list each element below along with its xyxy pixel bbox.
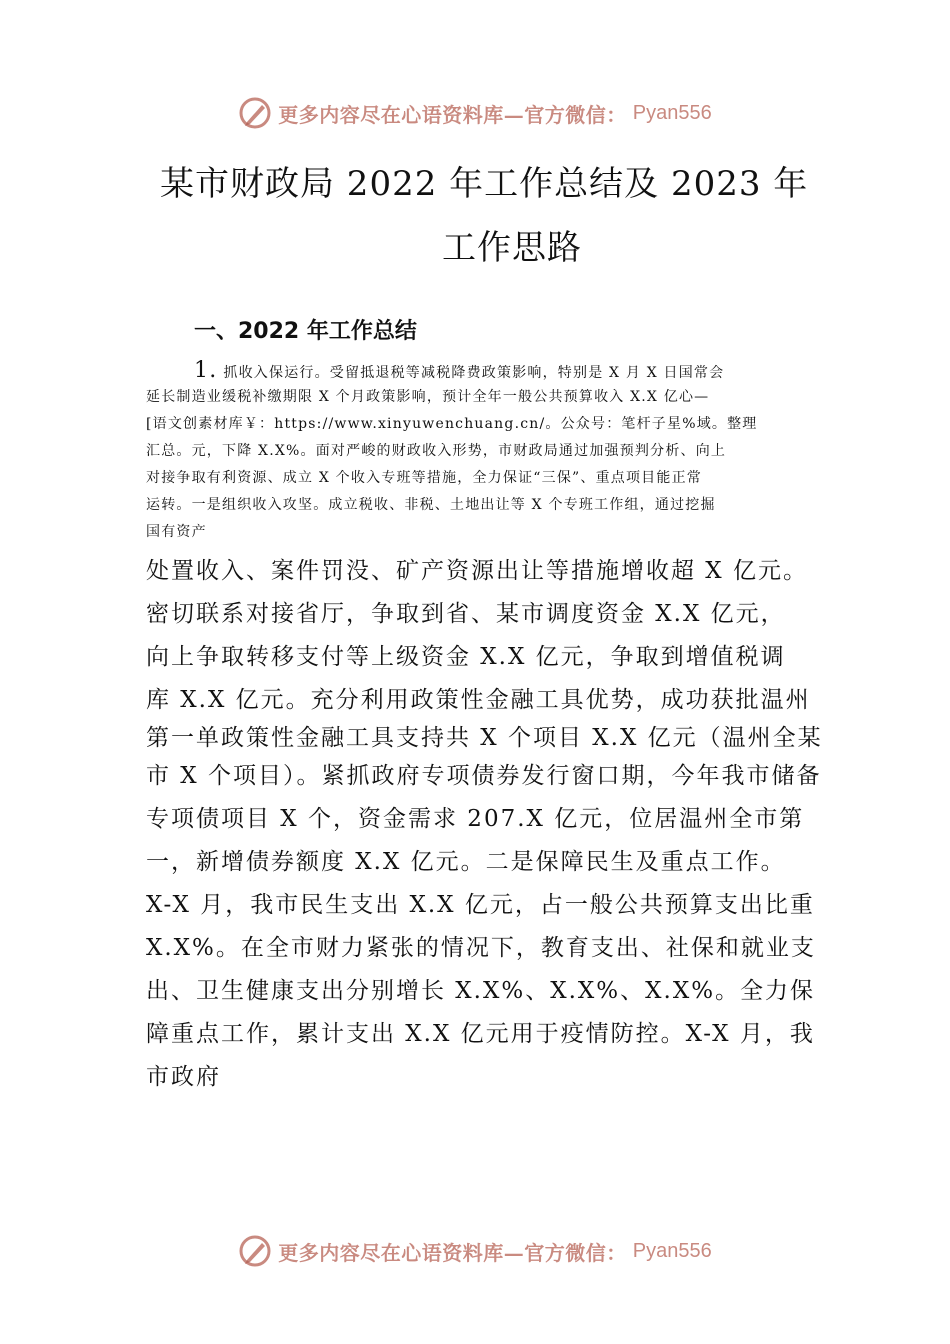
document-title-line-2: 工作思路 [442, 228, 582, 268]
paragraph-line: 密切联系对接省厅，争取到省、某市调度资金 X.X 亿元， [146, 601, 786, 627]
section-heading: 一、2022 年工作总结 [194, 319, 417, 344]
watermark-banner-bottom [0, 1234, 950, 1268]
paragraph-line: 第一单政策性金融工具支持共 X 个项目 X.X 亿元（温州全某 [146, 725, 823, 751]
paragraph-line: 市 X 个项目）。紧抓政府专项债券发行窗口期，今年我市储备 [146, 763, 822, 789]
paragraph-line: [语文创素材库￥：https://www.xinyuwenchuang.cn/。公众号：笔杆子星%域。整理 [146, 416, 758, 432]
watermark-banner-top [0, 96, 950, 130]
watermark-handle: Pyan556 [632, 1239, 712, 1262]
paragraph-line: 专项债项目 X 个，资金需求 207.X 亿元，位居温州全市第 [146, 806, 805, 832]
pen-logo-icon [238, 96, 272, 130]
watermark-text: 更多内容尽在心语资料库—官方微信： [278, 1240, 627, 1265]
paragraph-line: 处置收入、案件罚没、矿产资源出让等措施增收超 X 亿元。 [146, 558, 808, 584]
paragraph-line: X-X 月，我市民生支出 X.X 亿元，占一般公共预算支出比重 [146, 892, 815, 918]
paragraph-line: 国有资产 [146, 524, 207, 540]
paragraph-line: 1. 抓收入保运行。受留抵退税等减税降费政策影响，特别是 X 月 X 日国常会 [194, 358, 725, 383]
watermark-text: 更多内容尽在心语资料库—官方微信： [278, 102, 627, 127]
paragraph-line: X.X%。在全市财力紧张的情况下，教育支出、社保和就业支 [146, 935, 816, 961]
paragraph-small [146, 357, 816, 546]
paragraph-line: 库 X.X 亿元。充分利用政策性金融工具优势，成功获批温州 [146, 687, 811, 713]
paragraph-line: 障重点工作，累计支出 X.X 亿元用于疫情防控。X-X 月，我 [146, 1021, 815, 1047]
paragraph-line: 市政府 [146, 1064, 221, 1090]
paragraph-line: 出、卫生健康支出分别增长 X.X%、X.X%、X.X%。全力保 [146, 978, 816, 1004]
document-title-line-1: 某市财政局 2022 年工作总结及 2023 年 [160, 164, 809, 204]
paragraph-large [146, 550, 836, 1099]
paragraph-line: 汇总。元，下降 X.X%。面对严峻的财政收入形势，市财政局通过加强预判分析、向上 [146, 443, 727, 459]
watermark-handle: Pyan556 [632, 101, 712, 124]
paragraph-line: 运转。一是组织收入攻坚。成立税收、非税、土地出让等 X 个专班工作组，通过挖掘 [146, 497, 716, 513]
item-number: 1. [194, 358, 218, 383]
paragraph-line: 对接争取有利资源、成立 X 个收入专班等措施，全力保证“三保”、重点项目能正常 [146, 470, 702, 486]
paragraph-line: 向上争取转移支付等上级资金 X.X 亿元，争取到增值税调 [146, 644, 786, 670]
paragraph-line: 一，新增债券额度 X.X 亿元。二是保障民生及重点工作。 [146, 849, 786, 875]
pen-logo-icon [238, 1234, 272, 1268]
paragraph-line: 延长制造业缓税补缴期限 X 个月政策影响，预计全年一般公共预算收入 X.X 亿心— [146, 389, 710, 405]
